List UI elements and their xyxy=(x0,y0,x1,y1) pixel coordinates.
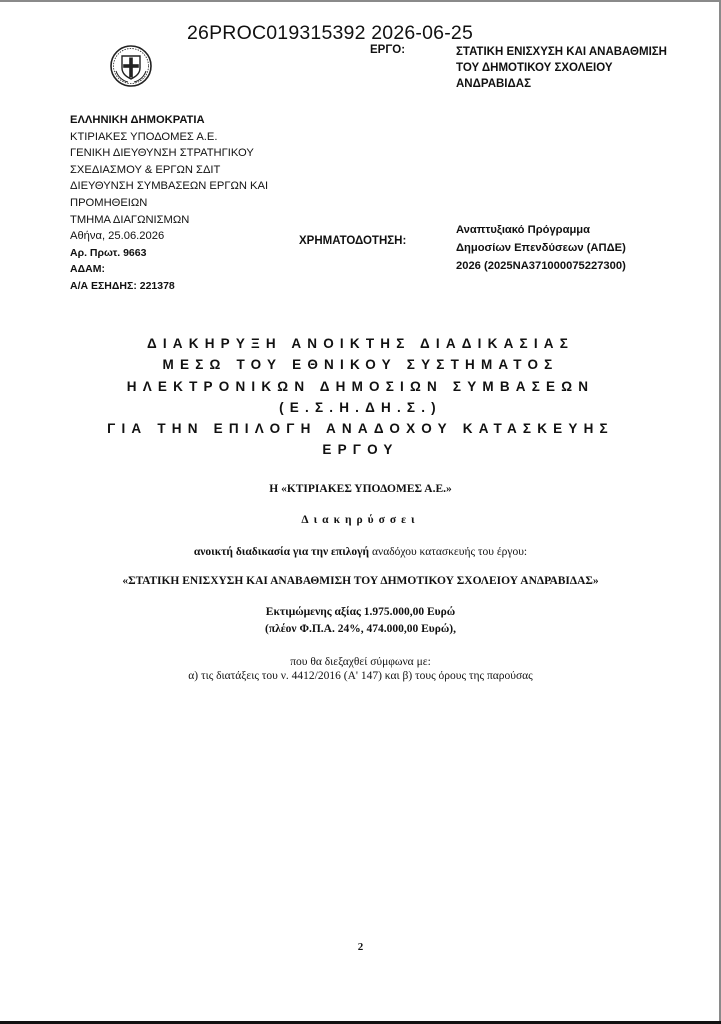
issuer-republic: ΕΛΛΗΝΙΚΗ ΔΗΜΟΚΡΑΤΙΑ xyxy=(70,114,205,126)
declares-text: Διακηρύσσει xyxy=(301,514,420,526)
work-label: ΕΡΓΟ: xyxy=(370,44,406,56)
work-title-line: ΤΟΥ ΔΗΜΟΤΙΚΟΥ ΣΧΟΛΕΙΟΥ xyxy=(456,62,613,74)
work-title-line: ΣΤΑΤΙΚΗ ΕΝΙΣΧΥΣΗ ΚΑΙ ΑΝΑΒΑΘΜΙΣΗ xyxy=(456,46,667,58)
page-top-border xyxy=(0,0,721,2)
funding-line: Δημοσίων Επενδύσεων (ΑΠΔΕ) xyxy=(456,242,626,254)
greek-emblem-icon xyxy=(109,44,153,88)
issuer-block xyxy=(70,112,268,295)
document-code: 26PROC019315392 2026-06-25 xyxy=(187,22,473,44)
estimated-value: Εκτιμώμενης αξίας 1.975.000,00 Ευρώ xyxy=(265,606,456,618)
heading-line: ΕΡΓΟΥ xyxy=(322,442,399,458)
heading-line: ΜΕΣΩ ΤΟΥ ΕΘΝΙΚΟΥ ΣΥΣΤΗΜΑΤΟΣ xyxy=(162,357,559,373)
funding-value xyxy=(456,221,626,275)
issuer-line: ΓΕΝΙΚΗ ΔΙΕΥΘΥΝΣΗ ΣΤΡΑΤΗΓΙΚΟΥ xyxy=(70,147,254,160)
issuer-line: ΚΤΙΡΙΑΚΕΣ ΥΠΟΔΟΜΕΣ Α.Ε. xyxy=(70,130,218,143)
adam-label: ΑΔΑΜ: xyxy=(70,263,105,276)
provisions-text: α) τις διατάξεις του ν. 4412/2016 (Α' 147) και β) τους όρους της παρούσας xyxy=(188,670,533,682)
conducted-according-text: που θα διεξαχθεί σύμφωνα με: xyxy=(290,656,431,668)
open-procedure-bold: ανοικτή διαδικασία για την επιλογή xyxy=(193,546,370,558)
issuer-line: ΔΙΕΥΘΥΝΣΗ ΣΥΜΒΑΣΕΩΝ ΕΡΓΩΝ ΚΑΙ xyxy=(70,180,269,193)
work-title xyxy=(456,44,667,92)
issuer-line: ΤΜΗΜΑ ΔΙΑΓΩΝΙΣΜΩΝ xyxy=(70,213,190,226)
document-heading xyxy=(40,333,681,461)
funding-line: 2026 (2025ΝΑ371000075227300) xyxy=(456,260,626,272)
heading-line: ΗΛΕΚΤΡΟΝΙΚΩΝ ΔΗΜΟΣΙΩΝ ΣΥΜΒΑΣΕΩΝ xyxy=(126,378,595,394)
open-procedure-rest: αναδόχου κατασκευής του έργου: xyxy=(369,546,528,558)
heading-line: ΔΙΑΚΗΡΥΞΗ ΑΝΟΙΚΤΗΣ ΔΙΑΔΙΚΑΣΙΑΣ xyxy=(146,336,575,351)
contracting-organization: Η «ΚΤΙΡΙΑΚΕΣ ΥΠΟΔΟΜΕΣ Α.Ε.» xyxy=(269,483,452,495)
work-title-line: ΑΝΔΡΑΒΙΔΑΣ xyxy=(456,78,531,90)
eshdis-number: Α/Α ΕΣΗΔΗΣ: 221378 xyxy=(70,279,175,292)
protocol-number: Αρ. Πρωτ. 9663 xyxy=(70,246,147,259)
funding-line: Αναπτυξιακό Πρόγραμμα xyxy=(456,224,591,236)
heading-line: ΓΙΑ ΤΗΝ ΕΠΙΛΟΓΗ ΑΝΑΔΟΧΟΥ ΚΑΤΑΣΚΕΥΗΣ xyxy=(107,421,614,437)
page-number: 2 xyxy=(357,941,364,953)
issuer-line: ΠΡΟΜΗΘΕΙΩΝ xyxy=(70,196,148,209)
heading-line: (Ε.Σ.Η.ΔΗ.Σ.) xyxy=(279,399,442,415)
open-procedure-text xyxy=(0,546,721,558)
issuer-line: ΣΧΕΔΙΑΣΜΟΥ & ΕΡΓΩΝ ΣΔΙΤ xyxy=(70,163,221,176)
issuer-date: Αθήνα, 25.06.2026 xyxy=(70,230,165,243)
funding-label: ΧΡΗΜΑΤΟΔΟΤΗΣΗ: xyxy=(299,235,407,247)
vat-amount: (πλέον Φ.Π.Α. 24%, 474.000,00 Ευρώ), xyxy=(264,623,457,635)
project-name: «ΣΤΑΤΙΚΗ ΕΝΙΣΧΥΣΗ ΚΑΙ ΑΝΑΒΑΘΜΙΣΗ ΤΟΥ ΔΗΜΟΤΙΚΟΥ ΣΧΟΛΕΙΟΥ ΑΝΔΡΑΒΙΔΑΣ» xyxy=(122,575,599,587)
